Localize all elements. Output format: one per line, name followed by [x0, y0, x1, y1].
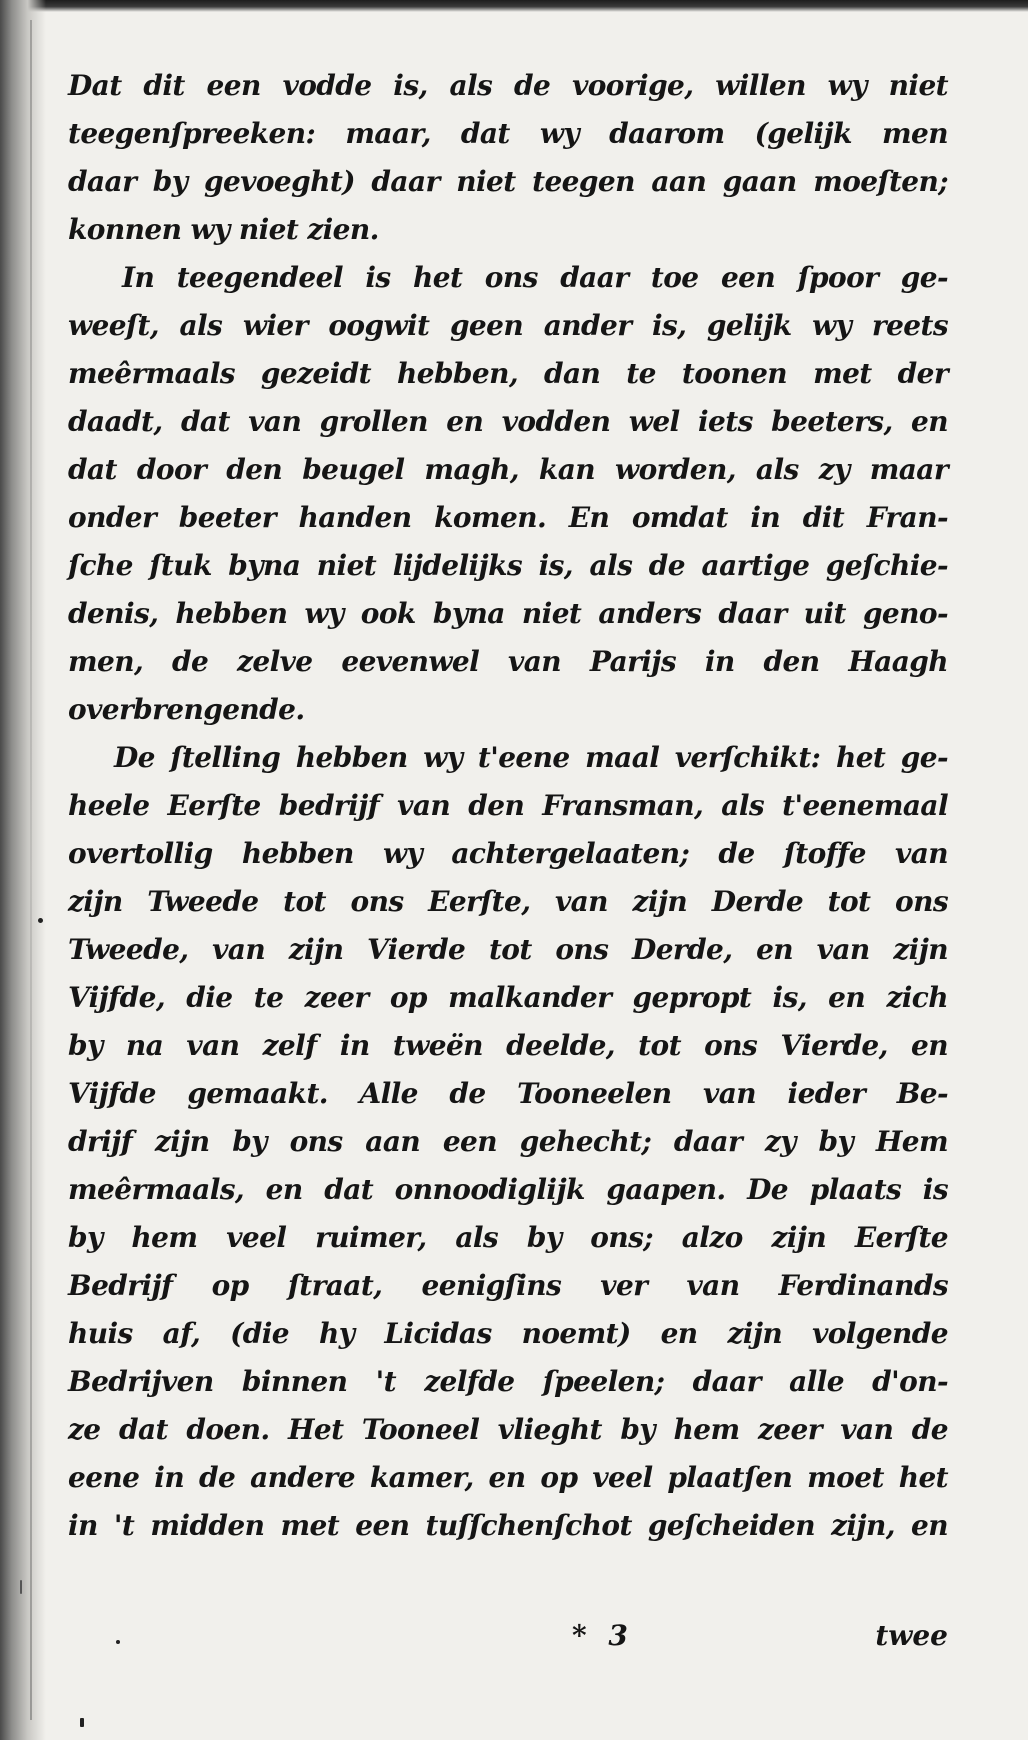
- text-line: in 't midden met een tuſſchenſchot geſcheiden zijn, en: [68, 1509, 948, 1542]
- text-line: Tweede, van zijn Vierde tot ons Derde, en van zijn: [68, 933, 948, 966]
- text-line: ze dat doen. Het Tooneel vlieght by hem zeer van de: [68, 1413, 948, 1446]
- paragraph-end-line: overbrengende.: [68, 693, 305, 726]
- text-line: onder beeter handen komen. En omdat in dit Fran-: [68, 501, 948, 534]
- text-line: daadt, dat van grollen en vodden wel iets beeters, en: [68, 405, 948, 438]
- text-line: Bedrijf op ſtraat, eenigſins ver van Ferdinands: [68, 1269, 948, 1302]
- text-line: zijn Tweede tot ons Eerſte, van zijn Derde tot ons: [68, 885, 948, 918]
- text-line: Vijfde gemaakt. Alle de Tooneelen van ieder Be-: [68, 1077, 948, 1110]
- page-gutter-shadow: [0, 0, 46, 1740]
- ink-speck: [80, 1718, 84, 1727]
- text-line: by hem veel ruimer, als by ons; alzo zijn Eerſte: [68, 1221, 948, 1254]
- text-line: eene in de andere kamer, en op veel plaatſen moet het: [68, 1461, 948, 1494]
- text-line: daar by gevoeght) daar niet teegen aan gaan moeſten;: [68, 165, 948, 198]
- text-line: ſche ſtuk byna niet lijdelijks is, als de aartige geſchie-: [68, 549, 948, 582]
- paragraph-start-line: De ſtelling hebben wy t'eene maal verſchikt: het ge-: [114, 741, 948, 774]
- ink-speck: [20, 1580, 22, 1594]
- page-footer: [68, 1612, 948, 1660]
- text-line: heele Eerſte bedrijf van den Fransman, als t'eenemaal: [68, 789, 948, 822]
- text-line: Dat dit een vodde is, als de voorige, willen wy niet: [68, 69, 948, 102]
- text-line: overtollig hebben wy achtergelaaten; de ſtoffe van: [68, 837, 948, 870]
- paragraph-end-line: konnen wy niet zien.: [68, 213, 379, 246]
- page-top-edge: [0, 0, 1028, 12]
- text-line: huis af, (die hy Licidas noemt) en zijn volgende: [68, 1317, 948, 1350]
- text-line: men, de zelve eevenwel van Parijs in den Haagh: [68, 645, 948, 678]
- ink-speck: [38, 918, 43, 923]
- catchword: twee: [875, 1619, 948, 1652]
- text-line: weeſt, als wier oogwit geen ander is, gelijk wy reets: [68, 309, 948, 342]
- text-line: meêrmaals, en dat onnoodiglijk gaapen. De plaats is: [68, 1173, 948, 1206]
- text-line: dat door den beugel magh, kan worden, als zy maar: [68, 453, 948, 486]
- gutter-fold-line: [30, 20, 32, 1720]
- text-line: by na van zelf in tweën deelde, tot ons Vierde, en: [68, 1029, 948, 1062]
- text-line: drijf zijn by ons aan een gehecht; daar zy by Hem: [68, 1125, 948, 1158]
- text-line: Vijfde, die te zeer op malkander gepropt is, en zich: [68, 981, 948, 1014]
- paragraph-start-line: In teegendeel is het ons daar toe een ſpoor ge-: [122, 261, 948, 294]
- text-line: Bedrijven binnen 't zelfde ſpeelen; daar alle d'on-: [68, 1365, 948, 1398]
- text-line: teegenſpreeken: maar, dat wy daarom (gelijk men: [68, 117, 948, 150]
- text-line: meêrmaals gezeidt hebben, dan te toonen met der: [68, 357, 948, 390]
- body-text: [68, 62, 948, 1550]
- signature-mark: * 3: [572, 1619, 634, 1652]
- text-line: denis, hebben wy ook byna niet anders daar uit geno-: [68, 597, 948, 630]
